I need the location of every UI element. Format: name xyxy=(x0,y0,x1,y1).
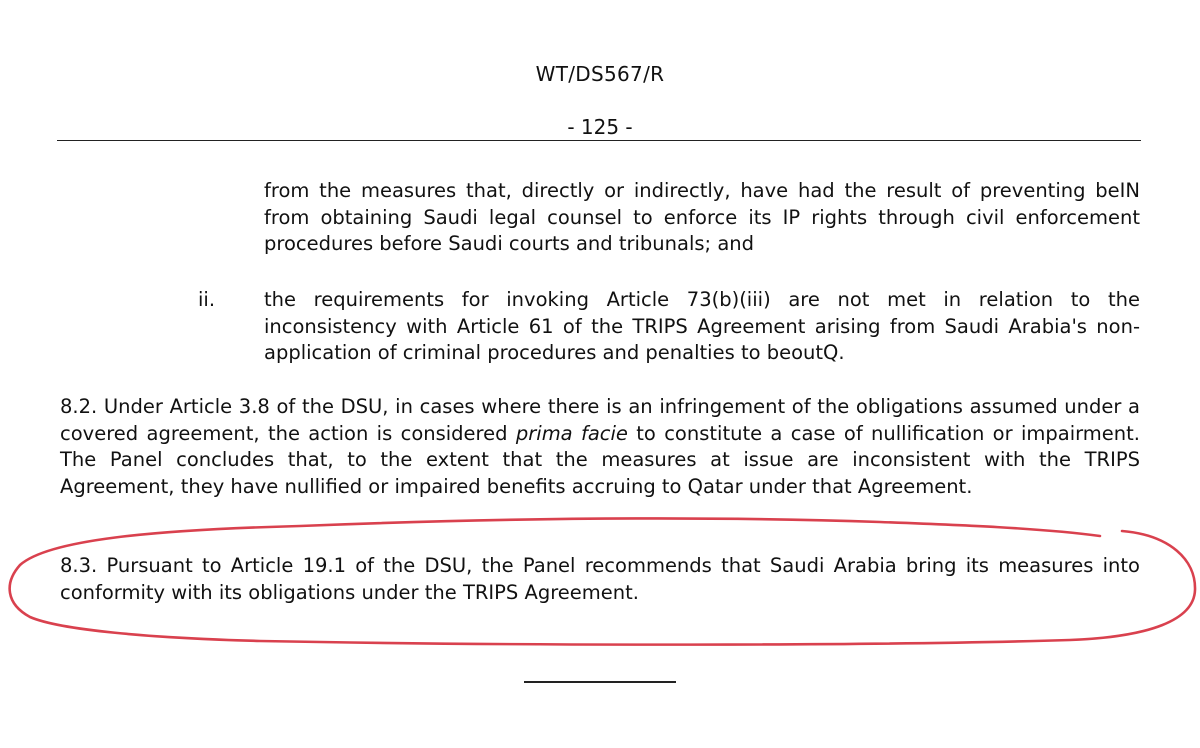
continuation-paragraph: from the measures that, directly or indirectly, have had the result of preventing beIN from obtaining Saudi legal counsel to enforce its IP rights through civil enforcement procedures before Saudi courts and tribunals; and xyxy=(264,179,1140,255)
paragraph-8-2-italic: prima facie xyxy=(515,421,628,445)
list-item-ii-text: the requirements for invoking Article 73(b)(iii) are not met in relation to the inconsistency with Article 61 of the TRIPS Agreement arising from Saudi Arabia's non-application of criminal procedures and penalties to beoutQ. xyxy=(264,288,1140,364)
paragraph-8-2 xyxy=(60,394,1140,500)
page-number: - 125 - xyxy=(567,115,633,139)
paragraph-8-3: 8.3. Pursuant to Article 19.1 of the DSU, the Panel recommends that Saudi Arabia bring its measures into conformity with its obligations under the TRIPS Agreement. xyxy=(60,554,1140,604)
header-divider xyxy=(57,140,1141,141)
document-code: WT/DS567/R xyxy=(535,62,665,86)
footer-divider xyxy=(524,681,676,683)
paragraph-8-2-text-end: to constitute a case of nullification or impairment. The Panel concludes that, to the extent that the measures at issue are inconsistent with the TRIPS Agreement, they have nullified or impaired benefits accruing to Qatar under that Agreement. xyxy=(60,421,1140,498)
paragraph-8-2-text-start: 8.2. Under Article 3.8 of the DSU, in cases where there is an infringement of the obligations assumed under a covered agreement, the action is considered xyxy=(60,395,1140,445)
list-item-label-ii: ii. xyxy=(198,288,216,311)
